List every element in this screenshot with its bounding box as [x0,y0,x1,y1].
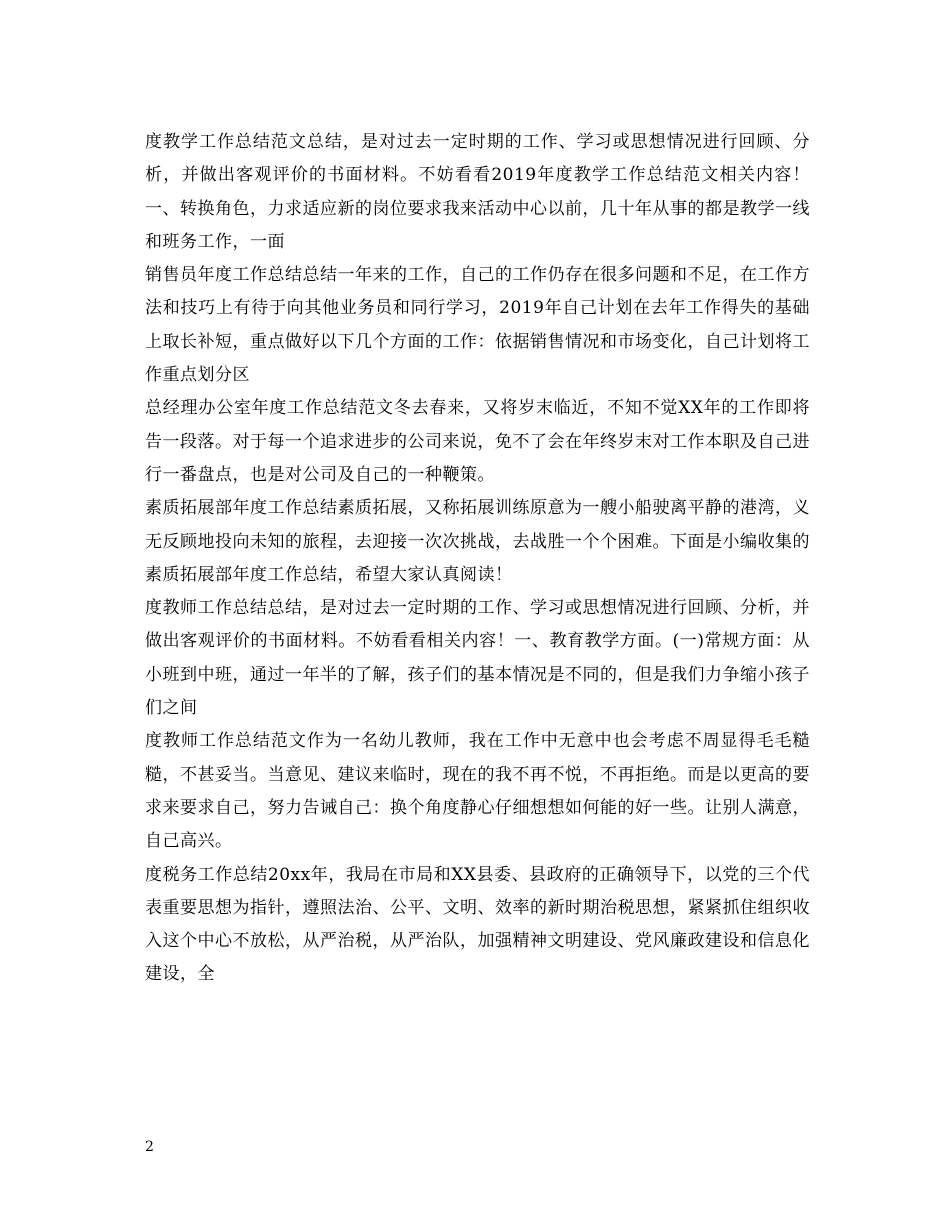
paragraph-gm-office-summary: 总经理办公室年度工作总结范文冬去春来，又将岁末临近，不知不觉XX年的工作即将告一段落。对于每一个追求进步的公司来说，免不了会在年终岁末对工作本职及自己进行一番盘点，也是对公司及自己的一种鞭策。 [145,398,810,485]
paragraph-teacher-summary: 度教师工作总结总结，是对过去一定时期的工作、学习或思想情况进行回顾、分析，并做出客观评价的书面材料。不妨看看相关内容！一、教育教学方面。(一)常规方面：从小班到中班，通过一年半的了解，孩子们的基本情况是不同的，但是我们力争缩小孩子们之间 [145,598,810,719]
page-number: 2 [145,1139,154,1155]
paragraph-teaching-summary: 度教学工作总结范文总结，是对过去一定时期的工作、学习或思想情况进行回顾、分析，并做出客观评价的书面材料。不妨看看2019年度教学工作总结范文相关内容！一、转换角色，力求适应新的岗位要求我来活动中心以前，几十年从事的都是教学一线和班务工作，一面 [145,132,810,252]
paragraph-quality-expansion-summary: 素质拓展部年度工作总结素质拓展，又称拓展训练原意为一艘小船驶离平静的港湾，义无反顾地投向未知的旅程，去迎接一次次挑战，去战胜一个个困难。下面是小编收集的素质拓展部年度工作总结，希望大家认真阅读！ [145,498,810,585]
paragraph-sales-summary: 销售员年度工作总结总结一年来的工作，自己的工作仍存在很多问题和不足，在工作方法和技巧上有待于向其他业务员和同行学习，2019年自己计划在去年工作得失的基础上取长补短，重点做好以下几个方面的工作：依据销售情况和市场变化，自己计划将工作重点划分区 [145,265,810,386]
document-body [145,126,810,992]
paragraph-tax-summary: 度税务工作总结20xx年，我局在市局和XX县委、县政府的正确领导下，以党的三个代表重要思想为指针，遵照法治、公平、文明、效率的新时期治税思想，紧紧抓住组织收入这个中心不放松，从严治税，从严治队，加强精神文明建设、党风廉政建设和信息化建设，全 [145,864,810,985]
paragraph-kindergarten-teacher-summary: 度教师工作总结范文作为一名幼儿教师，我在工作中无意中也会考虑不周显得毛毛糙糙，不甚妥当。当意见、建议来临时，现在的我不再不悦，不再拒绝。而是以更高的要求来要求自己，努力告诫自己：换个角度静心仔细想想如何能的好一些。让别人满意，自己高兴。 [145,731,810,852]
